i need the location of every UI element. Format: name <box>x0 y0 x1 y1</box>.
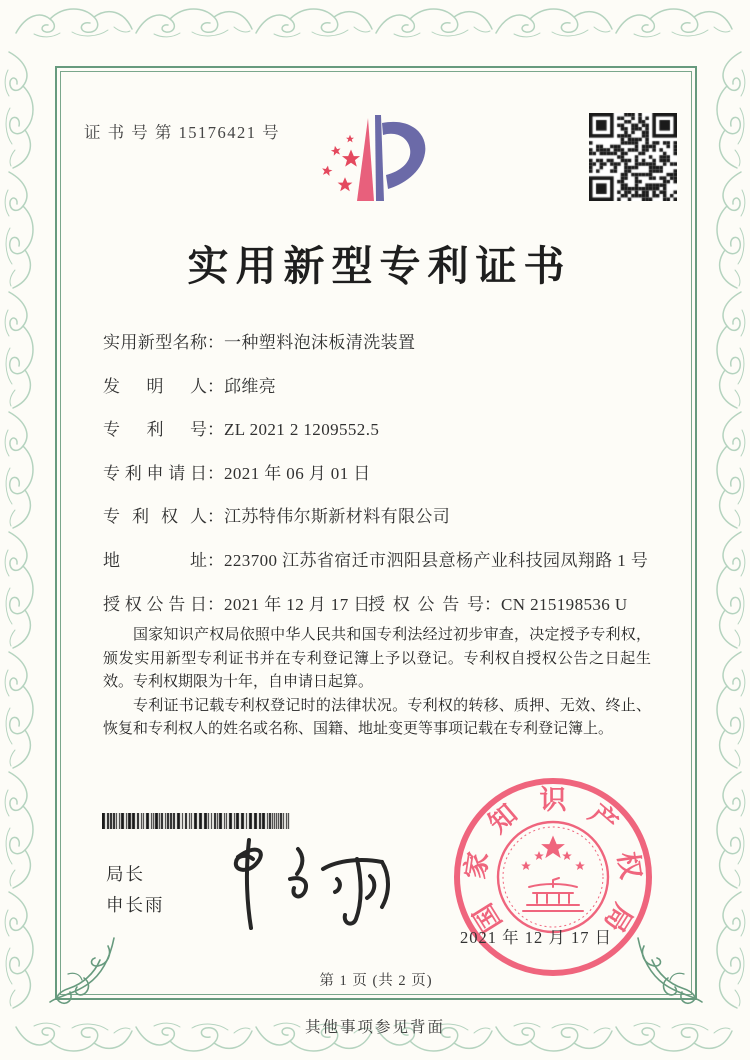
svg-text:权: 权 <box>612 849 646 882</box>
field-label: 地址 <box>103 551 207 570</box>
seal-date: 2021 年 12 月 17 日 <box>460 928 613 947</box>
ornament-border-right <box>711 50 747 1010</box>
legal-text <box>103 624 651 742</box>
field-value: 223700 江苏省宿迁市泗阳县意杨产业科技园凤翔路 1 号 <box>224 551 649 570</box>
svg-text:家: 家 <box>460 849 494 882</box>
svg-text:国: 国 <box>467 898 508 938</box>
back-side-note: 其他事项参见背面 <box>304 1019 445 1036</box>
field-value: 2021 年 12 月 17 日 <box>224 595 371 614</box>
commissioner-signature <box>210 833 405 931</box>
field-row-filing-date: 专利申请日：2021 年 06 月 01 日 <box>103 459 663 484</box>
field-label: 授权公告号 <box>368 595 484 614</box>
certificate-title: 实用新型专利证书 <box>187 243 572 289</box>
commissioner-name: 申长雨 <box>106 895 165 915</box>
svg-text:知: 知 <box>482 798 523 839</box>
qr-code <box>589 113 677 201</box>
svg-text:局: 局 <box>598 898 639 938</box>
field-value: 江苏特伟尔斯新材料有限公司 <box>224 507 451 526</box>
certificate-number: 证 书 号 第 15176421 号 <box>84 123 281 142</box>
field-row-patentee: 专利权人：江苏特伟尔斯新材料有限公司 <box>103 502 663 527</box>
field-row-inventor: 发明人：邱维亮 <box>103 372 663 397</box>
field-label: 授权公告日 <box>103 595 207 614</box>
cnipa-official-seal-icon <box>450 774 656 980</box>
legal-paragraph-2: 专利证书记载专利权登记时的法律状况。专利权的转移、质押、无效、终止、恢复和专利权人的姓名或名称、国籍、地址变更等事项记载在专利登记簿上。 <box>103 697 651 737</box>
legal-paragraph-1: 国家知识产权局依照中华人民共和国专利法经过初步审查，决定授予专利权，颁发实用新型专利证书并在专利登记簿上予以登记。专利权自授权公告之日起生效。专利权期限为十年，自申请日起算。 <box>103 627 651 690</box>
ornament-border-top <box>14 3 736 39</box>
field-label: 专利权人 <box>103 507 207 526</box>
field-value: 邱维亮 <box>224 377 277 396</box>
barcode <box>102 813 292 829</box>
field-grant-number: 授权公告号：CN 215198536 U <box>368 590 628 615</box>
commissioner-title: 局长 <box>106 864 145 884</box>
svg-text:产: 产 <box>583 798 624 839</box>
field-label: 实用新型名称 <box>103 333 207 352</box>
field-label: 专利号 <box>103 420 207 439</box>
field-row-address: 地址：223700 江苏省宿迁市泗阳县意杨产业科技园凤翔路 1 号 <box>103 546 663 571</box>
page-number: 第 1 页 (共 2 页) <box>319 973 433 989</box>
ornament-border-left <box>3 50 39 1010</box>
cnipa-logo-icon <box>318 109 433 211</box>
svg-text:识: 识 <box>539 785 567 815</box>
field-label: 专利申请日 <box>103 464 207 483</box>
field-value: CN 215198536 U <box>501 595 628 614</box>
field-value: ZL 2021 2 1209552.5 <box>224 420 380 439</box>
field-label: 发明人 <box>103 377 207 396</box>
field-row-patent-no: 专利号：ZL 2021 2 1209552.5 <box>103 415 663 440</box>
field-row-utility-name: 实用新型名称：一种塑料泡沫板清洗装置 <box>103 328 663 353</box>
field-value: 一种塑料泡沫板清洗装置 <box>224 333 416 352</box>
field-value: 2021 年 06 月 01 日 <box>224 464 371 483</box>
field-row-grant: 授权公告日：2021 年 12 月 17 日 授权公告号：CN 215198536 U <box>103 590 663 615</box>
